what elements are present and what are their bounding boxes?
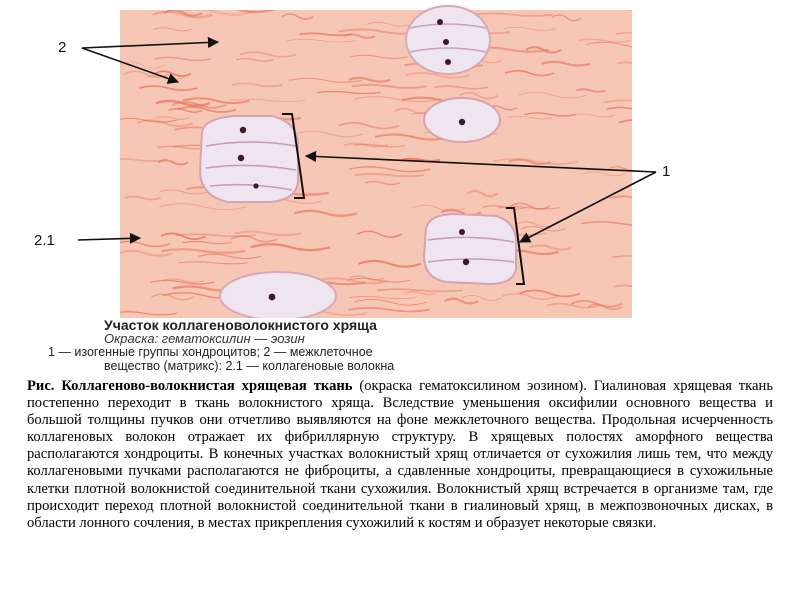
description-bold-lead: Рис. Коллагеново-волокнистая хрящевая ткань	[27, 378, 353, 394]
figure-caption-stain: Окраска: гематоксилин — эозин	[104, 331, 305, 346]
chondrocyte-single-lacuna	[424, 98, 500, 142]
figure-legend-line-1: 1 — изогенные группы хондроцитов; 2 — межклеточное	[48, 345, 373, 359]
figure-legend-line-2: вещество (матрикс): 2.1 — коллагеновые волокна	[104, 359, 395, 373]
collagen-fiber	[604, 7, 651, 10]
label-2-1: 2.1	[34, 232, 55, 249]
chondrocyte-group-top	[406, 6, 490, 74]
label-2: 2	[58, 39, 67, 56]
chondrocyte-group-bottom	[220, 272, 336, 318]
label-1: 1	[662, 163, 671, 180]
description-text: (окраска гематоксилином эозином). Гиалиновая хрящевая ткань постепенно переходит в ткань волокнистого хряща. Вследствие уменьшения оксифилии основного вещества и большой толщины пучков они отчетливо выявляются на фоне межклеточного вещества. Продольная исчерченность коллагеновых волокон отражает их фибриллярную структуру. В хрящевых полостях аморфного вещества располагаются хондроциты. В конечных участках волокнистый хрящ отличается от сухожилия лишь тем, что между коллагеновыми пучками располагаются не фиброциты, а сдавленные хондроциты, превращающиеся в сухожильные клетки плотной волокнистой соединительной ткани сухожилия. Волокнистый хрящ встречается в организме там, где происходит переход плотной волокнистой соединительной ткани в гиалиновый хрящ, в межпозвоночных дисках, в области лонного сочления, в местах прикрепления сухожилий к костям и образует некоторые связки.	[27, 378, 773, 531]
figure-caption-title: Участок коллагеноволокнистого хряща	[104, 317, 377, 333]
figure-description	[27, 378, 773, 532]
chondrocyte-group-left	[200, 116, 298, 202]
chondrocyte-group-right	[424, 214, 516, 284]
